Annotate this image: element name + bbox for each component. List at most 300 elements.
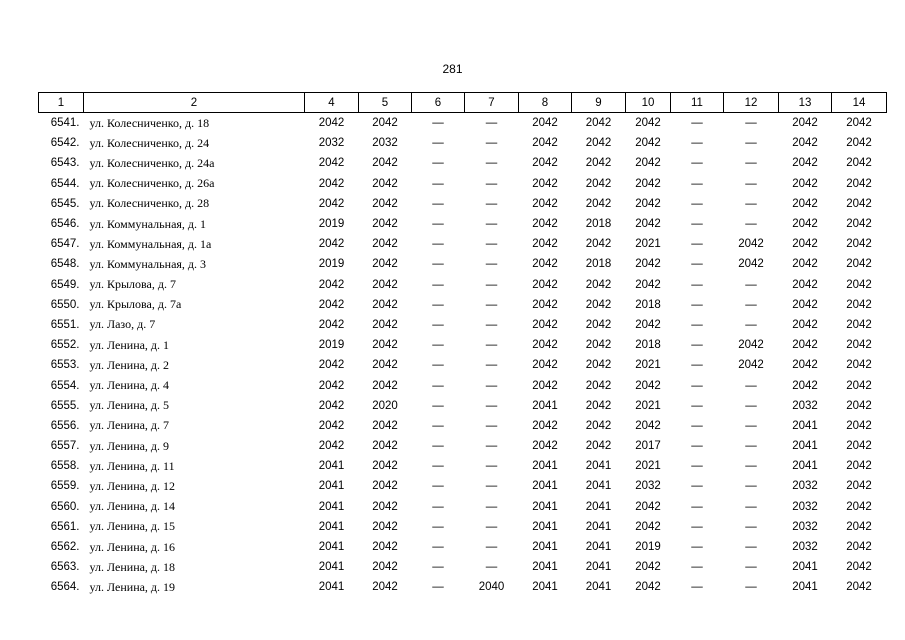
row-number: 6555. [50,399,80,412]
year-cell: 2042 [532,440,558,453]
address-cell: ул. Ленина, д. 18 [89,559,176,574]
row-number: 6561. [50,520,80,533]
year-cell: 2042 [532,117,558,130]
year-cell: — [691,581,703,594]
column-header: 2 [84,93,305,113]
year-cell: 2042 [846,399,872,412]
year-cell: 2042 [846,500,872,513]
year-cell: 2042 [318,440,345,453]
table-row [39,436,887,456]
year-cell: — [485,419,498,432]
year-cell: 2042 [532,157,558,170]
year-cell: 2042 [846,318,872,331]
year-cell: 2042 [846,278,872,291]
year-cell: 2041 [532,520,558,533]
year-cell: 2042 [372,197,398,210]
address-cell: ул. Колесниченко, д. 26а [89,176,215,191]
year-cell: 2042 [372,419,398,432]
year-cell: 2042 [372,339,398,352]
year-cell: 2041 [532,399,558,412]
address-cell: ул. Ленина, д. 1 [89,337,170,352]
year-cell: 2018 [635,298,661,311]
year-cell: 2042 [792,298,818,311]
year-cell: — [485,460,498,473]
address-cell: ул. Ленина, д. 11 [89,458,175,473]
year-cell: 2041 [792,460,818,473]
year-cell: 2041 [532,480,558,493]
year-cell: — [691,177,703,190]
year-cell: — [485,218,498,231]
year-cell: — [485,177,498,190]
year-cell: 2042 [635,500,661,513]
year-cell: 2041 [585,581,612,594]
year-cell: 2042 [318,359,345,372]
year-cell: 2042 [532,197,558,210]
year-cell: 2019 [635,541,661,554]
year-cell: — [745,218,757,231]
year-cell: 2041 [532,561,558,574]
column-header: 8 [519,93,572,113]
year-cell: 2042 [635,197,661,210]
year-cell: — [485,318,498,331]
year-cell: 2042 [532,359,558,372]
table-row [39,577,887,597]
year-cell: 2042 [585,339,612,352]
row-number: 6557. [50,440,80,453]
address-cell: ул. Ленина, д. 7 [89,418,170,433]
year-cell: 2042 [585,298,612,311]
year-cell: 2042 [372,520,398,533]
year-cell: 2041 [585,561,612,574]
year-cell: 2032 [792,541,818,554]
address-cell: ул. Ленина, д. 14 [89,499,176,514]
year-cell: 2040 [478,581,505,594]
year-cell: 2042 [532,177,558,190]
row-number: 6543. [50,157,80,170]
year-cell: 2042 [635,117,661,130]
year-cell: 2042 [532,258,558,271]
year-cell: — [745,117,757,130]
address-cell: ул. Колесниченко, д. 28 [89,196,210,211]
year-cell: 2042 [372,500,398,513]
year-cell: — [485,520,498,533]
year-cell: — [691,218,703,231]
year-cell: 2032 [792,480,818,493]
data-table [38,92,887,598]
year-cell: 2042 [846,157,872,170]
year-cell: — [745,137,757,150]
year-cell: 2042 [372,238,398,251]
year-cell: 2042 [846,440,872,453]
year-cell: — [485,359,498,372]
table-row [39,315,887,335]
row-number: 6563. [50,561,80,574]
year-cell: 2032 [372,137,398,150]
column-header: 13 [779,93,832,113]
row-number: 6559. [50,480,80,493]
year-cell: — [432,117,444,130]
row-number: 6546. [50,218,80,231]
year-cell: — [691,480,703,493]
year-cell: — [691,440,703,453]
column-header: 5 [359,93,412,113]
row-number: 6554. [50,379,80,392]
year-cell: — [432,298,444,311]
year-cell: — [432,359,444,372]
year-cell: 2042 [792,318,818,331]
year-cell: — [745,318,757,331]
year-cell: 2042 [372,258,398,271]
year-cell: 2042 [318,399,345,412]
year-cell: 2042 [635,218,661,231]
column-header: 6 [412,93,465,113]
year-cell: — [745,480,757,493]
year-cell: 2041 [585,480,612,493]
row-number: 6552. [50,339,80,352]
year-cell: 2041 [585,460,612,473]
year-cell: — [745,298,757,311]
year-cell: 2021 [635,460,661,473]
year-cell: — [432,561,444,574]
column-header: 4 [305,93,359,113]
year-cell: 2042 [635,318,661,331]
year-cell: — [485,117,498,130]
table-row [39,517,887,537]
year-cell: — [432,440,444,453]
table-row [39,153,887,173]
address-cell: ул. Колесниченко, д. 18 [89,115,210,130]
year-cell: 2041 [318,460,345,473]
address-cell: ул. Ленина, д. 9 [89,438,170,453]
year-cell: — [691,359,703,372]
year-cell: — [691,197,703,210]
year-cell: 2042 [532,218,558,231]
year-cell: — [691,238,703,251]
table-row [39,416,887,436]
year-cell: 2042 [846,258,872,271]
year-cell: 2041 [318,520,345,533]
table-row [39,335,887,355]
year-cell: — [432,460,444,473]
year-cell: 2042 [792,177,818,190]
year-cell: — [691,117,703,130]
year-cell: — [691,541,703,554]
year-cell: 2042 [585,379,612,392]
year-cell: — [691,399,703,412]
year-cell: — [485,258,498,271]
address-cell: ул. Коммунальная, д. 1 [89,216,207,231]
year-cell: 2041 [318,500,345,513]
year-cell: 2042 [372,581,398,594]
year-cell: 2042 [372,440,398,453]
table-row [39,295,887,315]
year-cell: 2032 [635,480,661,493]
year-cell: — [745,379,757,392]
year-cell: 2021 [635,399,661,412]
year-cell: — [432,339,444,352]
year-cell: 2041 [532,500,558,513]
year-cell: 2042 [846,419,872,432]
year-cell: 2041 [792,581,818,594]
year-cell: — [745,520,757,533]
year-cell: — [745,399,757,412]
year-cell: 2042 [635,379,661,392]
year-cell: 2042 [585,440,612,453]
year-cell: 2042 [372,157,398,170]
year-cell: — [691,137,703,150]
row-number: 6551. [50,318,80,331]
year-cell: 2042 [585,278,612,291]
year-cell: — [691,298,703,311]
year-cell: 2042 [738,238,764,251]
year-cell: — [485,379,498,392]
address-cell: ул. Ленина, д. 12 [89,478,176,493]
year-cell: 2042 [372,460,398,473]
row-number: 6548. [50,258,80,271]
year-cell: 2042 [846,339,872,352]
year-cell: — [485,197,498,210]
year-cell: 2042 [585,419,612,432]
year-cell: — [691,561,703,574]
year-cell: 2042 [372,298,398,311]
row-number: 6542. [50,137,80,150]
year-cell: — [485,440,498,453]
year-cell: — [485,339,498,352]
year-cell: — [485,541,498,554]
year-cell: — [432,500,444,513]
year-cell: — [745,177,757,190]
year-cell: 2042 [792,218,818,231]
year-cell: 2042 [792,238,818,251]
year-cell: 2042 [372,379,398,392]
row-number: 6553. [50,359,80,372]
table-row [39,214,887,234]
year-cell: 2018 [585,218,612,231]
address-cell: ул. Крылова, д. 7а [89,297,182,312]
year-cell: — [691,157,703,170]
year-cell: — [691,520,703,533]
year-cell: 2019 [318,339,345,352]
year-cell: — [485,157,498,170]
year-cell: 2042 [792,258,818,271]
address-cell: ул. Коммунальная, д. 3 [89,256,207,271]
year-cell: 2018 [585,258,612,271]
year-cell: 2021 [635,238,661,251]
year-cell: — [432,399,444,412]
year-cell: — [432,137,444,150]
year-cell: 2041 [585,500,612,513]
year-cell: — [485,298,498,311]
year-cell: — [691,258,703,271]
year-cell: 2041 [585,520,612,533]
year-cell: 2042 [532,278,558,291]
address-cell: ул. Крылова, д. 7 [89,277,176,292]
table-row [39,476,887,496]
year-cell: 2042 [635,157,661,170]
year-cell: 2041 [792,419,818,432]
year-cell: — [745,157,757,170]
year-cell: 2042 [846,561,872,574]
table-row [39,113,887,134]
table-row [39,133,887,153]
page-number: 281 [442,62,463,76]
year-cell: 2042 [372,561,398,574]
row-number: 6560. [50,500,80,513]
year-cell: 2042 [372,278,398,291]
year-cell: — [432,238,444,251]
year-cell: 2042 [318,318,345,331]
year-cell: 2042 [846,137,872,150]
year-cell: — [485,238,498,251]
year-cell: 2042 [585,238,612,251]
year-cell: 2042 [792,379,818,392]
year-cell: 2041 [792,440,818,453]
year-cell: — [432,318,444,331]
column-header: 12 [724,93,779,113]
year-cell: 2042 [635,137,661,150]
year-cell: — [432,520,444,533]
table-row [39,174,887,194]
row-number: 6562. [50,541,80,554]
year-cell: 2018 [635,339,661,352]
year-cell: 2042 [846,298,872,311]
table-row [39,355,887,375]
column-header: 7 [465,93,519,113]
year-cell: 2042 [372,480,398,493]
column-header: 14 [832,93,887,113]
column-header: 1 [39,93,84,113]
address-cell: ул. Колесниченко, д. 24а [89,155,215,170]
year-cell: 2042 [532,419,558,432]
year-cell: 2042 [846,197,872,210]
row-number: 6558. [50,460,80,473]
column-header: 10 [626,93,671,113]
year-cell: — [745,581,757,594]
year-cell: 2042 [635,177,661,190]
year-cell: — [745,419,757,432]
year-cell: — [745,197,757,210]
year-cell: 2042 [318,379,345,392]
year-cell: — [432,541,444,554]
year-cell: 2042 [318,177,345,190]
year-cell: 2041 [318,541,345,554]
year-cell: — [432,480,444,493]
year-cell: — [432,218,444,231]
year-cell: 2042 [792,117,818,130]
table-row [39,275,887,295]
year-cell: — [691,419,703,432]
year-cell: 2042 [846,238,872,251]
year-cell: 2041 [318,561,345,574]
year-cell: 2041 [318,480,345,493]
year-cell: 2042 [585,157,612,170]
year-cell: 2042 [372,177,398,190]
year-cell: — [745,541,757,554]
year-cell: — [485,500,498,513]
year-cell: 2042 [792,278,818,291]
year-cell: — [691,339,703,352]
year-cell: — [432,197,444,210]
row-number: 6564. [50,581,80,594]
table-row [39,537,887,557]
year-cell: — [745,561,757,574]
year-cell: 2042 [318,419,345,432]
year-cell: — [745,500,757,513]
year-cell: 2042 [372,541,398,554]
year-cell: 2032 [792,520,818,533]
year-cell: 2041 [532,541,558,554]
year-cell: — [432,419,444,432]
year-cell: 2042 [532,318,558,331]
year-cell: 2019 [318,258,345,271]
year-cell: 2042 [635,581,661,594]
year-cell: 2042 [532,238,558,251]
year-cell: 2042 [846,177,872,190]
year-cell: 2042 [846,460,872,473]
year-cell: — [485,278,498,291]
year-cell: 2042 [318,238,345,251]
year-cell: 2042 [532,137,558,150]
address-cell: ул. Ленина, д. 15 [89,519,176,534]
year-cell: 2042 [738,359,764,372]
year-cell: 2042 [585,197,612,210]
table-row [39,254,887,274]
year-cell: 2042 [792,359,818,372]
year-cell: 2021 [635,359,661,372]
year-cell: 2042 [585,177,612,190]
year-cell: 2042 [635,278,661,291]
year-cell: 2042 [738,258,764,271]
year-cell: — [432,177,444,190]
address-cell: ул. Колесниченко, д. 24 [89,135,210,150]
row-number: 6544. [50,177,80,190]
year-cell: — [691,379,703,392]
address-cell: ул. Лазо, д. 7 [89,317,156,332]
year-cell: 2042 [846,581,872,594]
row-number: 6556. [50,419,80,432]
table-row [39,234,887,254]
year-cell: — [432,157,444,170]
year-cell: 2042 [585,117,612,130]
year-cell: 2042 [585,137,612,150]
address-cell: ул. Ленина, д. 4 [89,378,170,393]
year-cell: 2020 [372,399,398,412]
year-cell: 2042 [846,520,872,533]
year-cell: 2019 [318,218,345,231]
year-cell: 2042 [532,339,558,352]
year-cell: 2042 [372,117,398,130]
year-cell: — [485,137,498,150]
year-cell: — [485,480,498,493]
row-number: 6550. [50,298,80,311]
year-cell: 2042 [846,359,872,372]
year-cell: 2042 [318,117,345,130]
year-cell: 2042 [318,298,345,311]
table-row [39,456,887,476]
year-cell: 2032 [318,137,345,150]
year-cell: 2042 [792,157,818,170]
year-cell: — [432,258,444,271]
year-cell: — [691,278,703,291]
year-cell: — [432,581,444,594]
table-row [39,497,887,517]
year-cell: 2042 [792,197,818,210]
year-cell: 2041 [792,561,818,574]
year-cell: — [432,278,444,291]
year-cell: 2042 [846,117,872,130]
table-row [39,194,887,214]
year-cell: 2032 [792,500,818,513]
